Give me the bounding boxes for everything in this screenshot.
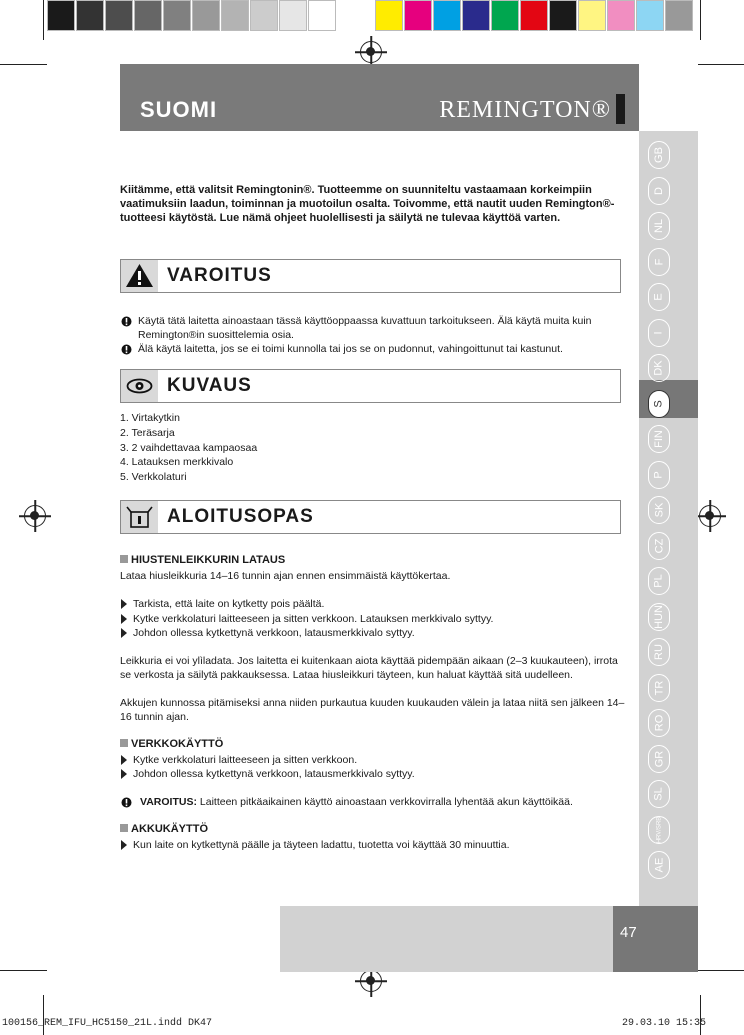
color-swatch — [308, 0, 336, 31]
language-tab-ru[interactable] — [648, 638, 670, 666]
language-tab-hrv-srb[interactable] — [648, 816, 670, 844]
brand-logo-bar — [616, 94, 625, 124]
color-swatch — [578, 0, 606, 31]
page-header — [120, 64, 639, 131]
section-title: VAROITUS — [167, 265, 272, 286]
crop-mark — [698, 64, 744, 65]
crop-mark — [0, 970, 47, 971]
language-tab-tr[interactable] — [648, 674, 670, 702]
arrow-bullet-icon — [121, 599, 127, 609]
mains-step: Kytke verkkolaturi laitteeseen ja sitten verkkoon. — [133, 754, 358, 766]
color-swatch — [134, 0, 162, 31]
page-number: 47 — [620, 924, 637, 941]
crop-mark — [0, 64, 47, 65]
square-bullet-icon — [120, 555, 128, 563]
warning-item: Älä käytä laitetta, jos se ei toimi kunnolla tai jos se on pudonnut, vahingoittunut tai kastunut. — [138, 343, 563, 355]
color-swatch — [76, 0, 104, 31]
registration-mark-icon — [360, 41, 382, 63]
registration-mark-icon — [360, 970, 382, 992]
battery-step: Kun laite on kytkettynä päälle ja täyteen ladattu, tuotetta voi käyttää 30 minuuttia. — [133, 839, 510, 851]
language-tab-gb[interactable] — [648, 141, 670, 169]
square-bullet-icon — [120, 824, 128, 832]
subsection-heading — [120, 738, 223, 750]
print-slug-file: 100156_REM_IFU_HC5150_21L.indd DK47 — [2, 1018, 213, 1029]
eye-icon — [121, 370, 158, 402]
language-tab-label: FIN — [652, 430, 665, 448]
language-tab-fin[interactable] — [648, 425, 670, 453]
brand-logo: REMINGTON® — [439, 97, 611, 123]
crop-mark — [43, 0, 44, 40]
arrow-bullet-icon — [121, 769, 127, 779]
language-tab-label: SL — [653, 787, 665, 801]
language-tab-gr[interactable] — [648, 745, 670, 773]
language-tab-d[interactable] — [648, 177, 670, 205]
section-title: KUVAUS — [167, 375, 252, 396]
crop-mark — [700, 0, 701, 40]
language-tab-p[interactable] — [648, 461, 670, 489]
language-tab-label: DK — [653, 360, 665, 376]
description-item: 3. 2 vaihdettavaa kampaosaa — [120, 441, 258, 454]
mains-warning-label: VAROITUS: — [140, 796, 197, 808]
color-swatch — [520, 0, 548, 31]
charging-step: Kytke verkkolaturi laitteeseen ja sitten verkkoon. Latauksen merkkivalo syttyy. — [133, 613, 494, 625]
language-tab-label: F — [652, 258, 665, 265]
package-icon — [121, 501, 158, 533]
color-swatch — [636, 0, 664, 31]
crop-mark — [698, 970, 744, 971]
mains-step: Johdon ollessa kytkettynä verkkoon, latausmerkkivalo syttyy. — [133, 768, 415, 780]
warning-bullet-icon — [121, 344, 132, 355]
warning-icon-cell — [121, 260, 158, 292]
color-swatch — [163, 0, 191, 31]
language-tab-pl[interactable] — [648, 567, 670, 595]
language-tab-nl[interactable] — [648, 212, 670, 240]
mains-heading: VERKKOKÄYTTÖ — [131, 738, 224, 750]
language-tab-hun[interactable] — [648, 603, 670, 631]
color-swatch — [375, 0, 403, 31]
language-tab-dk[interactable] — [648, 354, 670, 382]
intro-text: Kiitämme, että valitsit Remingtonin®. Tuotteemme on suunniteltu vastaamaan korkeimpiin vaatimuksiin laadun, toiminnan ja muotoilun osalta. Toivomme, että nautit uuden Remington®-tuotteesi käytöstä. Lue nämä ohjeet huolellisesti ja säilytä ne tulevaa käyttöä varten. — [120, 184, 615, 224]
registration-mark-icon — [24, 505, 46, 527]
color-swatch — [192, 0, 220, 31]
language-tab-f[interactable] — [648, 248, 670, 276]
arrow-bullet-icon — [121, 628, 127, 638]
arrow-bullet-icon — [121, 614, 127, 624]
page-number-box — [613, 906, 698, 972]
subsection-heading — [120, 554, 285, 566]
language-tab-label: CZ — [652, 538, 665, 553]
arrow-bullet-icon — [121, 840, 127, 850]
arrow-bullet-icon — [121, 755, 127, 765]
language-tab-e[interactable] — [648, 283, 670, 311]
warning-bullet-icon — [121, 316, 132, 327]
language-tab-label: HRV/SRB — [656, 816, 663, 843]
square-bullet-icon — [120, 739, 128, 747]
color-swatch — [221, 0, 249, 31]
language-tab-label: GR — [653, 750, 665, 767]
language-tab-label: HUN — [653, 604, 665, 629]
charging-lead: Lataa hiusleikkuria 14–16 tunnin ajan ennen ensimmäistä käyttökertaa. — [120, 570, 451, 582]
warning-bullet-icon — [121, 797, 132, 808]
warning-icon — [121, 260, 158, 292]
language-tab-i[interactable] — [648, 319, 670, 347]
language-tab-label: SK — [653, 502, 665, 518]
language-tab-label: AE — [653, 857, 665, 873]
color-swatch — [250, 0, 278, 31]
crop-mark — [700, 995, 701, 1035]
color-swatch — [404, 0, 432, 31]
color-swatch — [665, 0, 693, 31]
language-tab-label: RO — [653, 714, 665, 732]
section-title: ALOITUSOPAS — [167, 506, 314, 527]
subsection-heading — [120, 823, 208, 835]
language-tab-s[interactable] — [648, 390, 670, 418]
description-item: 2. Teräsarja — [120, 426, 175, 439]
language-tab-ro[interactable] — [648, 709, 670, 737]
language-tab-sl[interactable] — [648, 780, 670, 808]
color-swatch — [549, 0, 577, 31]
box-icon-cell — [121, 501, 158, 533]
battery-heading: AKKUKÄYTTÖ — [131, 823, 208, 835]
language-tab-label: E — [653, 293, 665, 301]
language-tab-cz[interactable] — [648, 532, 670, 560]
language-tab-label: GB — [653, 147, 665, 163]
language-tab-label: P — [653, 470, 665, 479]
start-section-header — [120, 500, 621, 534]
warning-item: Käytä tätä laitetta ainoastaan tässä käyttöoppaassa kuvattuun tarkoitukseen. Älä käytä muita kuin Remington®in suosittelemia osia. — [138, 315, 592, 341]
description-section-header — [120, 369, 621, 403]
description-item: 1. Virtakytkin — [120, 412, 180, 424]
language-tab-label: PL — [653, 574, 665, 588]
language-tab-label: S — [653, 399, 665, 408]
mains-warning — [140, 795, 573, 809]
language-tab-sk[interactable] — [648, 496, 670, 524]
language-tab-label: RU — [652, 644, 665, 660]
color-swatch — [462, 0, 490, 31]
charging-step: Johdon ollessa kytkettynä verkkoon, latausmerkkivalo syttyy. — [133, 627, 415, 639]
charging-paragraph: Akkujen kunnossa pitämiseksi anna niiden purkautua kuuden kuukauden välein ja lataa niitä sen jälkeen 14–16 tunnin ajan. — [120, 697, 625, 723]
color-swatch — [279, 0, 307, 31]
mains-warning-text: Laitteen pitkäaikainen käyttö ainoastaan verkkovirralla lyhentää akun käyttöikää. — [196, 796, 573, 808]
language-tab-label: TR — [652, 680, 665, 695]
warning-section-header — [120, 259, 621, 293]
registration-mark-icon — [699, 505, 721, 527]
charging-heading: HIUSTENLEIKKURIN LATAUS — [131, 554, 286, 566]
charging-step: Tarkista, että laite on kytketty pois päältä. — [133, 598, 325, 610]
color-swatch — [105, 0, 133, 31]
language-tab-label: NL — [653, 218, 665, 234]
footer-band — [280, 906, 613, 972]
eye-icon-cell — [121, 370, 158, 402]
language-tab-label: D — [652, 186, 665, 195]
description-item: 4. Latauksen merkkivalo — [120, 456, 234, 469]
language-tab-strip — [639, 131, 698, 906]
crop-mark — [43, 995, 44, 1035]
color-swatch — [47, 0, 75, 31]
language-tab-ae[interactable] — [648, 851, 670, 879]
charging-paragraph: Leikkuria ei voi ylìladata. Jos laitetta ei kuitenkaan aiota käyttää pidempään aikaan (2–3 kuukauteen), irrota se verkosta ja säilytä pakkauksessa. Lataa hiusleikkuri täyteen, kun haluat käyttää sitä uudelleen. — [120, 655, 618, 681]
color-swatch — [433, 0, 461, 31]
color-swatch — [607, 0, 635, 31]
language-title: SUOMI — [140, 97, 218, 122]
print-slug-date: 29.03.10 15:35 — [622, 1018, 707, 1029]
color-swatch — [491, 0, 519, 31]
description-item: 5. Verkkolaturi — [120, 471, 187, 484]
language-tab-label: I — [653, 330, 665, 335]
